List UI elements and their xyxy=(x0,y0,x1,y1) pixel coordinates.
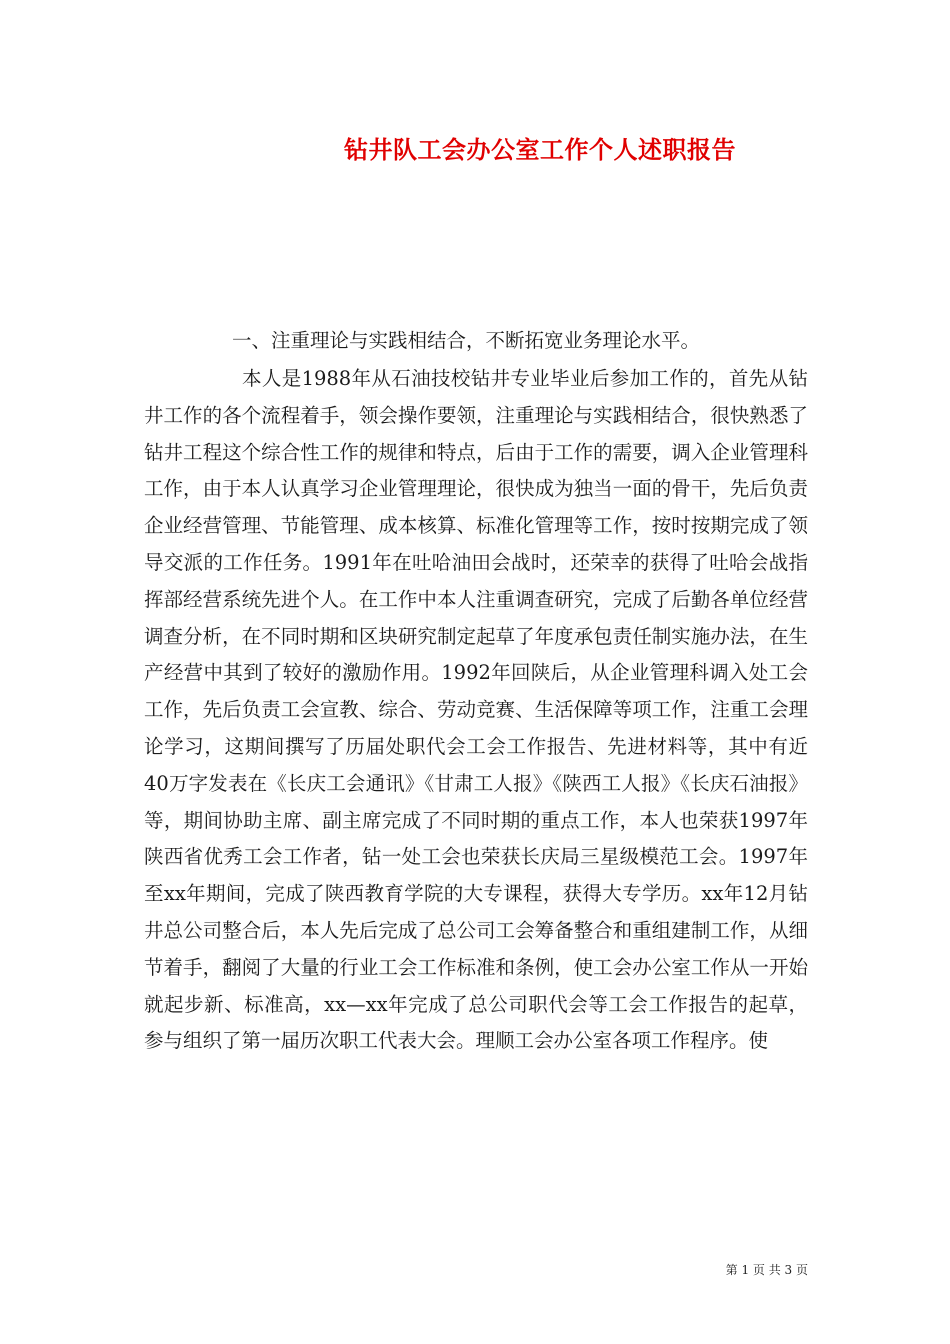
document-title: 钻井队工会办公室工作个人述职报告 xyxy=(344,135,736,164)
section-heading: 一、注重理论与实践相结合，不断拓宽业务理论水平。 xyxy=(232,329,701,352)
body-paragraph: 本人是1988年从石油技校钻井专业毕业后参加工作的，首先从钻井工作的各个流程着手，领会操作要领，注重理论与实践相结合，很快熟悉了钻井工程这个综合性工作的规律和特点，后由于工作的需要，调入企业管理科工作，由于本人认真学习企业管理理论，很快成为独当一面的骨干，先后负责企业经营管理、节能管理、成本核算、标准化管理等工作，按时按期完成了领导交派的工作任务。1991年在吐哈油田会战时，还荣幸的获得了吐哈会战指挥部经营系统先进个人。在工作中本人注重调查研究，完成了后勤各单位经营调查分析，在不同时期和区块研究制定起草了年度承包责任制实施办法，在生产经营中其到了较好的激励作用。1992年回陕后，从企业管理科调入处工会工作，先后负责工会宣教、综合、劳动竞赛、生活保障等项工作，注重工会理论学习，这期间撰写了历届处职代会工会工作报告、先进材料等，其中有近40万字发表在《长庆工会通讯》《甘肃工人报》《陕西工人报》《长庆石油报》等，期间协助主席、副主席完成了不同时期的重点工作，本人也荣获1997年陕西省优秀工会工作者，钻一处工会也荣获长庆局三星级模范工会。1997年至xx年期间，完成了陕西教育学院的大专课程，获得大专学历。xx年12月钻井总公司整合后，本人先后完成了总公司工会筹备整合和重组建制工作，从细节着手，翻阅了大量的行业工会工作标准和条例，使工会办公室工作从一开始就起步新、标准高，xx—xx年完成了总公司职代会等工会工作报告的起草，参与组织了第一届历次职工代表大会。理顺工会办公室各项工作程序。使 xyxy=(144,367,808,1053)
page-number-footer: 第 1 页 共 3 页 xyxy=(725,1263,808,1277)
